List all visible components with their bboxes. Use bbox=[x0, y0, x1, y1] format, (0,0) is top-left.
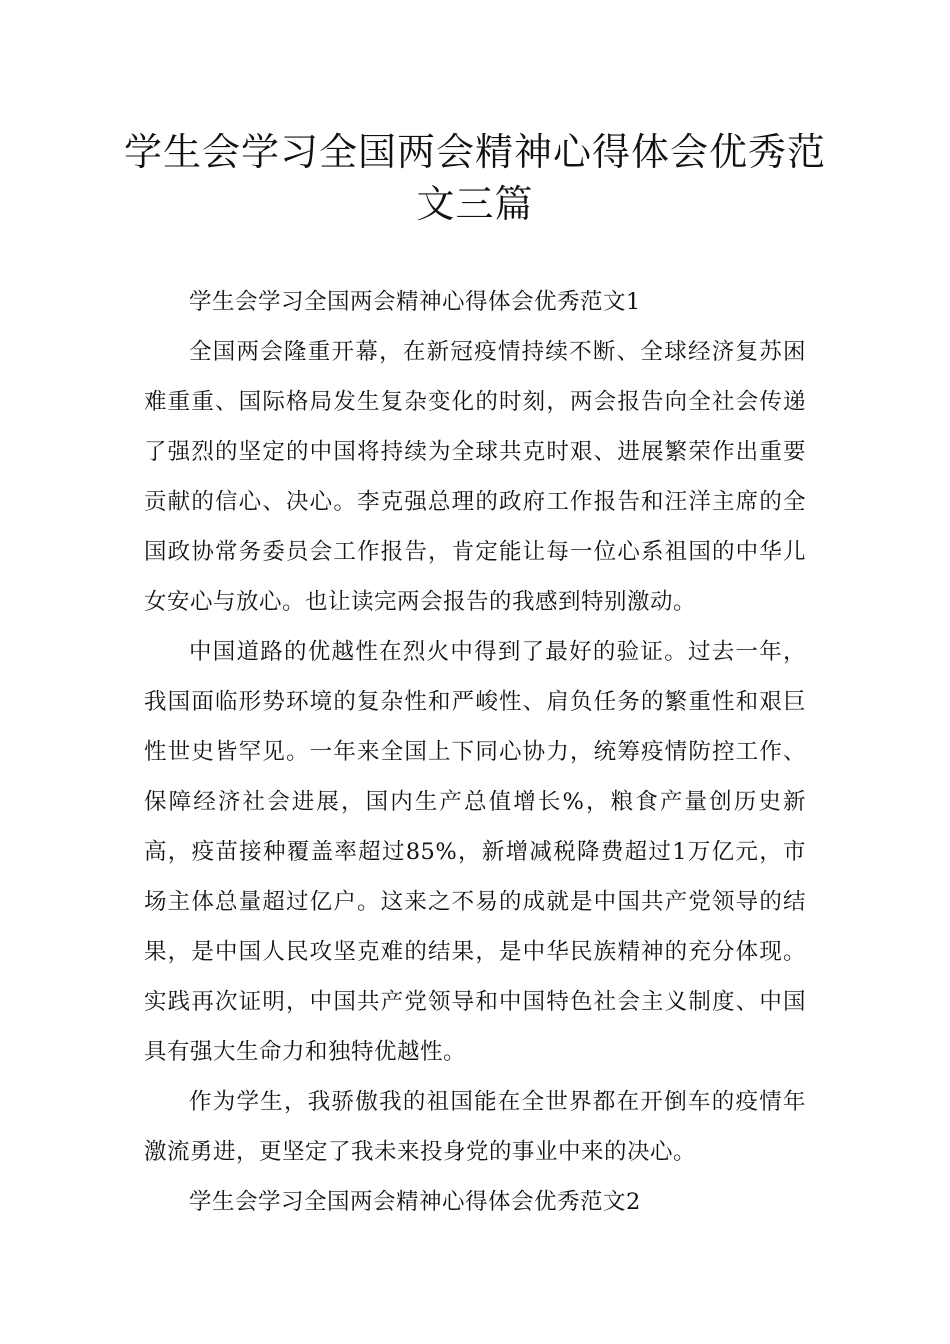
section-heading-1: 学生会学习全国两会精神心得体会优秀范文1 bbox=[189, 289, 641, 315]
section-heading-2: 学生会学习全国两会精神心得体会优秀范文2 bbox=[189, 1189, 641, 1215]
document-body bbox=[144, 277, 806, 1227]
paragraph-2: 中国道路的优越性在烈火中得到了最好的验证。过去一年，我国面临形势环境的复杂性和严峻性、肩负任务的繁重性和艰巨性世史皆罕见。一年来全国上下同心协力，统筹疫情防控工作、保障经济社会进展，国内生产总值增长%，粮食产量创历史新高，疫苗接种覆盖率超过85%，新增减税降费超过1万亿元，市场主体总量超过亿户。这来之不易的成就是中国共产党领导的结果，是中国人民攻坚克难的结果，是中华民族精神的充分体现。实践再次证明，中国共产党领导和中国特色社会主义制度、中国具有强大生命力和独特优越性。 bbox=[144, 639, 806, 1065]
paragraph-1: 全国两会隆重开幕，在新冠疫情持续不断、全球经济复苏困难重重、国际格局发生复杂变化的时刻，两会报告向全社会传递了强烈的坚定的中国将持续为全球共克时艰、进展繁荣作出重要贡献的信心、决心。李克强总理的政府工作报告和汪洋主席的全国政协常务委员会工作报告，肯定能让每一位心系祖国的中华儿女安心与放心。也让读完两会报告的我感到特别激动。 bbox=[144, 339, 806, 615]
paragraph-3: 作为学生，我骄傲我的祖国能在全世界都在开倒车的疫情年激流勇进，更坚定了我未来投身党的事业中来的决心。 bbox=[144, 1089, 806, 1165]
document-title: 学生会学习全国两会精神心得体会优秀范文三篇 bbox=[123, 130, 826, 226]
